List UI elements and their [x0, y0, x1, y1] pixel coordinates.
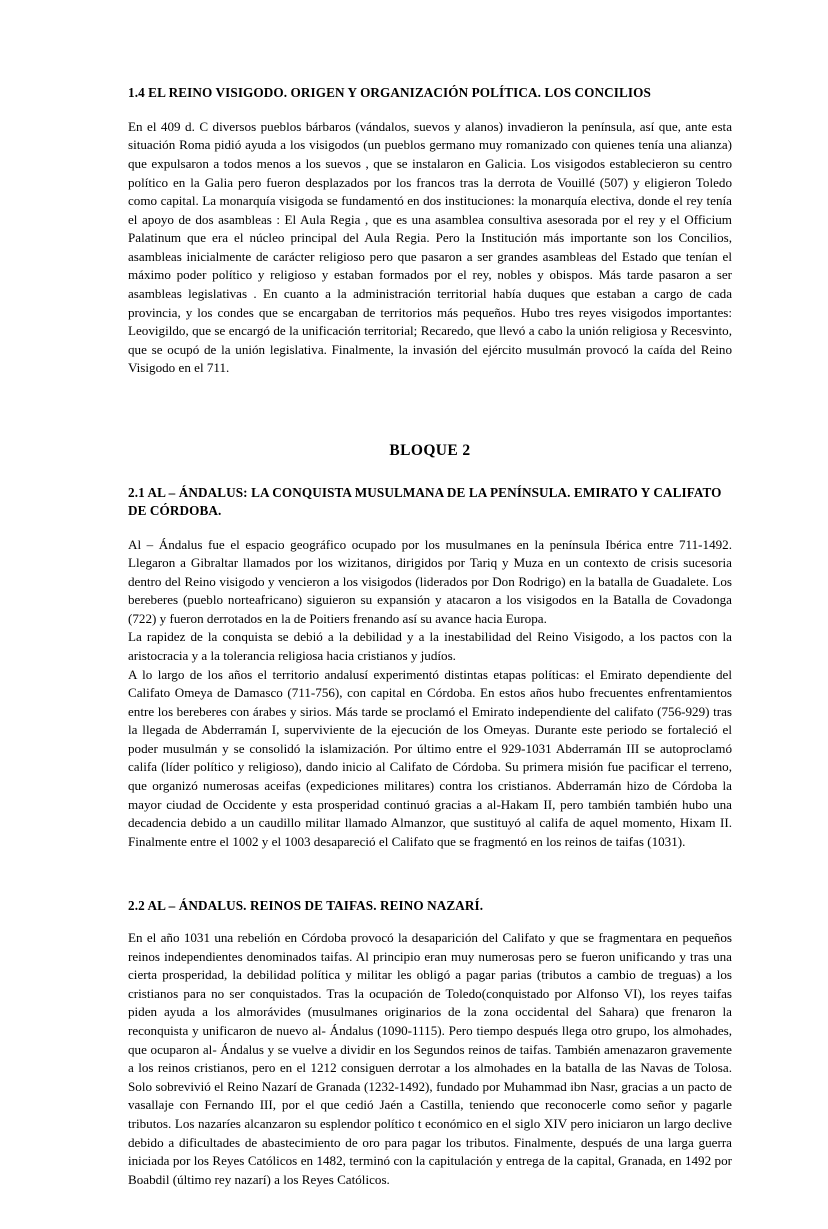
section-heading-2-2: 2.2 AL – ÁNDALUS. REINOS DE TAIFAS. REINO NAZARÍ.	[128, 898, 484, 914]
spacer	[128, 851, 732, 871]
section-heading-2-1: 2.1 AL – ÁNDALUS: LA CONQUISTA MUSULMANA DE LA PENÍNSULA. EMIRATO Y CALIFATO DE CÓRDOBA.	[128, 484, 722, 518]
paragraph-al-andalus-intro: Al – Ándalus fue el espacio geográfico ocupado por los musulmanes en la península Ibérica entre 711-1492. Llegaron a Gibraltar llamados por los wizitanos, dirigidos por Tariq y Muza en un contexto de crisis sucesoria dentro del Reino visigodo y vencieron a los visigodos (liderados por Don Rodrigo) en la batalla de Guadalete. Los bereberes (pueblo norteafricano) siguieron su expansión y atacaron a los visigodos en la Batalla de Covadonga (722) y fueron derrotados en la de Poitiers frenando así su avance hacia Europa.	[128, 536, 732, 626]
paragraph-visigodos: En el 409 d. C diversos pueblos bárbaros (vándalos, suevos y alanos) invadieron la península, así que, ante esta situación Roma pidió ayuda a los visigodos (un pueblos germano muy romanizado con quienes tenía una alianza) que expulsaron a todos menos a los suevos , que se instalaron en Galicia. Los visigodos establecieron su centro político en la Galia pero fueron desplazados por los francos tras la derrota de Vouillé (507) y eligieron Toledo como capital. La monarquía visigoda se fundamentó en dos instituciones: la monarquía electiva, donde el rey tenía el apoyo de dos asambleas : El Aula Regia , que es una asamblea consultiva asesorada por el rey y el Officium Palatinum que era el núcleo principal del Aula Regia. Pero la Institución más importante son los Concilios, asambleas inicialmente de carácter religioso pero que pasaron a ser grandes asambleas del Estado que tenían el máximo poder político y religioso y estaban formados por el rey, nobles y obispos. Más tarde pasaron a ser asambleas legislativas . En cuanto a la administración territorial había duques que estaban a cargo de cada provincia, y los condes que se encargaban de territorios más pequeños. Hubo tres reyes visigodos importantes: Leovigildo, que se encargó de la unificación territorial; Recaredo, que llevó a cabo la unión religiosa y Recesvinto, que se ocupó de la unión legislativa. Finalmente, la invasión del ejército musulmán provocó la caída del Reino Visigodo en el 711.	[128, 118, 732, 376]
paragraph-etapas-politicas: A lo largo de los años el territorio andalusí experimentó distintas etapas políticas: el Emirato dependiente del Califato Omeya de Damasco (711-756), con capital en Córdoba. En estos años hubo frecuentes enfrentamientos entre los bereberes con árabes y sirios. Más tarde se proclamó el Emirato independiente del califato (756-929) tras la llegada de Abderramán I, superviviente de la ejecución de los Omeyas. Durante este periodo se fortaleció el poder musulmán y se consolidó la islamización. Por último entre el 929-1031 Abderramán III se autoproclamó califa (líder político y religioso), dando inicio al Califato de Córdoba. Su primera misión fue pacificar el terreno, que organizó numerosas aceifas (expediciones militares) contra los cristianos. Abderramán hizo de Córdoba la mayor ciudad de Occidente y esta prosperidad continuó gracias a al-Hakam II, pero también también hubo una decadencia debido a un caudillo militar llamado Almanzor, que sustituyó al califa de aquel momento, Hixam II. Finalmente entre el 1002 y el 1003 desapareció el Califato que se fragmentó en los reinos de taifas (1031).	[128, 666, 732, 849]
paragraph-rapidez-conquista: La rapidez de la conquista se debió a la debilidad y a la inestabilidad del Reino Visigodo, a los pactos con la aristocracia y a la tolerancia religiosa hacia cristianos y judíos.	[128, 629, 732, 663]
paragraph-taifas-nazari: En el año 1031 una rebelión en Córdoba provocó la desaparición del Califato y que se fragmentara en pequeños reinos independientes denominados taifas. Al principio eran muy numerosas pero se fueron unificando y tras una cierta prosperidad, la debilidad política y militar les obligó a pagar parias (tributos a cambio de treguas) a los cristianos para no ser conquistados. Tras la ocupación de Toledo(conquistado por Alfonso VI), los reyes taifas piden ayuda a los almorávides (musulmanes originarios de la zona occidental del Sahara) que frenaron la reconquista y unificaron de nuevo al- Ándalus (1090-1115). Pero tiempo después llega otro grupo, los almohades, que ocuparon al- Ándalus y se vuelve a dividir en los Segundos reinos de taifas. También amenazaron gravemente a los reinos cristianos, pero en el 1212 consiguen derrotar a los almohades en la batalla de las Navas de Tolosa. Solo sobrevivió el Reino Nazarí de Granada (1232-1492), fundado por Muhammad ibn Nasr, gracias a un pacto de vasallaje con Fernando III, por el que cedió Jaén a Castilla, teniendo que reconocerle como señor y pagarle tributos. Los nazaríes alcanzaron su esplendor político t económico en el siglo XIV pero iniciaron un largo declive debido a dificultades de abastecimiento de oro para pagar los tributos. Finalmente, después de una larga guerra iniciada por los Reyes Católicos en 1482, terminó con la capitulación y entrega de la capital, Granada, en 1492 por Boabdil (último rey nazarí) a los Reyes Católicos.	[128, 930, 732, 1187]
section-heading-1-4: 1.4 EL REINO VISIGODO. ORIGEN Y ORGANIZACIÓN POLÍTICA. LOS CONCILIOS	[128, 85, 651, 100]
block-title: BLOQUE 2	[389, 441, 471, 459]
spacer	[128, 378, 732, 408]
